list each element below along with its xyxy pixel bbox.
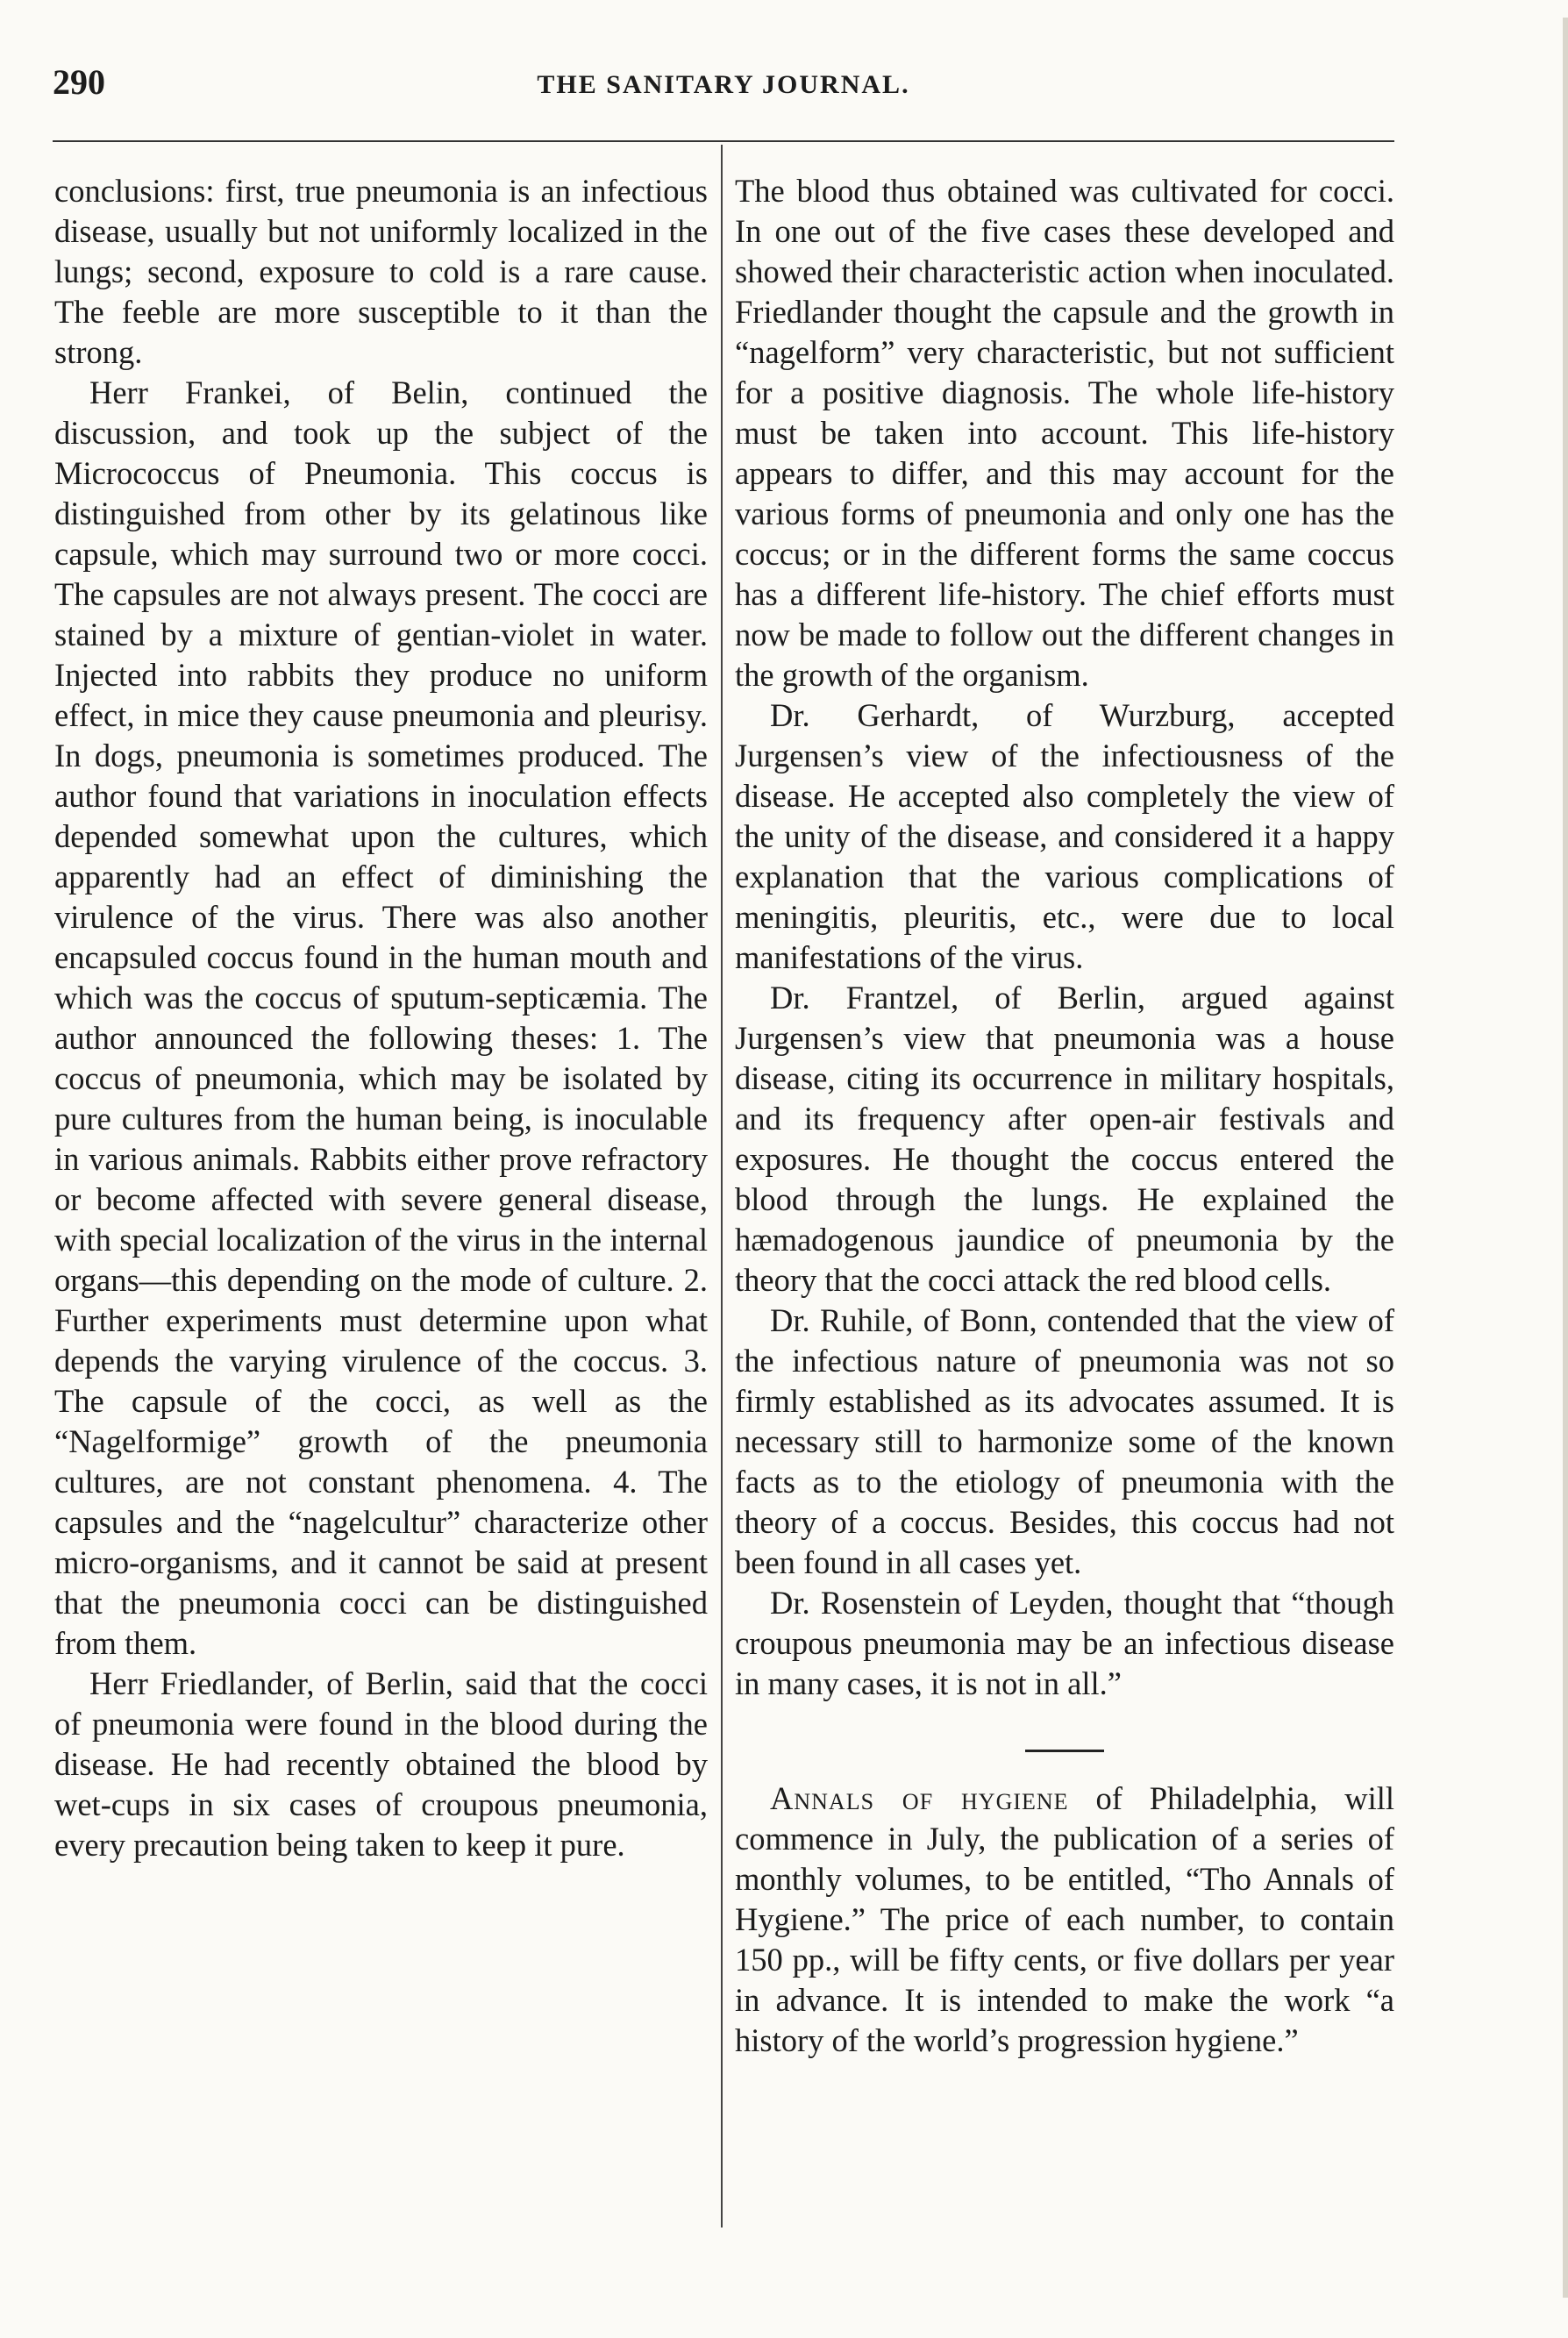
journal-title: THE SANITARY JOURNAL. xyxy=(537,70,910,99)
paragraph: The blood thus obtained was cultivated for cocci. In one out of the five cases these developed and showed their characteristic action when inoculated. Friedlander thought the capsule and the growth in “nagelform” very characteristic, but not sufficient for a positive diagnosis. The whole life-history must be taken into account. This life-history appears to differ, and this may account for the various forms of pneumonia and only one has the coccus; or in the different forms the same coccus has a different life-history. The chief efforts must now be made to follow out the different changes in the growth of the organism. xyxy=(735,173,1394,693)
page-number: 290 xyxy=(53,62,105,102)
page-edge xyxy=(1563,18,1568,2298)
annals-notice xyxy=(735,1778,1394,2061)
annals-lead: Annals of hygiene xyxy=(770,1780,1069,1816)
paragraph: Dr. Rosenstein of Leyden, thought that “though croupous pneumonia may be an infectious disease in many cases, it is not in all.” xyxy=(735,1585,1394,1701)
paragraph: Herr Frankei, of Belin, continued the discussion, and took up the subject of the Micrococcus of Pneumonia. This coccus is distinguished from other by its gelatinous like capsule, which may surround two or more cocci. The capsules are not always present. The cocci are stained by a mixture of gentian-violet in water. Injected into rabbits they produce no uniform effect, in mice they cause pneumonia and pleurisy. In dogs, pneumonia is sometimes produced. The author found that variations in inoculation effects depended somewhat upon the cultures, which apparently had an effect of diminishing the virulence of the virus. There was also another encapsuled coccus found in the human mouth and which was the coccus of sputum-septicæmia. The author announced the following theses: 1. The coccus of pneumonia, which may be isolated by pure cultures from the human being, is inoculable in various animals. Rabbits either prove refractory or become affected with severe general disease, with special localization of the virus in the internal organs—this depending on the mode of culture. 2. Further experiments must determine upon what depends the varying virulence of the coccus. 3. The capsule of the cocci, as well as the “Nagelformige” growth of the pneumonia cultures, are not constant phenomena. 4. The capsules and the “nagelcultur” characterize other micro-organisms, and it cannot be said at present that the pneumonia cocci can be distinguished from them. xyxy=(54,374,708,1661)
paragraph: Dr. Frantzel, of Berlin, argued against Jurgensen’s view that pneumonia was a house disease, citing its occurrence in military hospitals, and its frequency after open-air festivals and exposures. He thought the coccus entered the blood through the lungs. He explained the hæmadogenous jaundice of pneumonia by the theory that the cocci attack the red blood cells. xyxy=(735,980,1394,1298)
annals-text: of Philadelphia, will commence in July, the publication of a series of monthly volumes, to be entitled, “Tho Annals of Hygiene.” The price of each number, to contain 150 pp., will be fifty cents, or five dollars per year in advance. It is intended to make the work “a history of the world’s progression hygiene.” xyxy=(735,1780,1394,2058)
paragraph: Dr. Ruhile, of Bonn, contended that the view of the infectious nature of pneumonia was not so firmly established as its advocates assumed. It is necessary still to harmonize some of the known facts as to the etiology of pneumonia with the theory of a coccus. Besides, this coccus had not been found in all cases yet. xyxy=(735,1302,1394,1580)
paragraph: conclusions: first, true pneumonia is an infectious disease, usually but not uniformly localized in the lungs; second, exposure to cold is a rare cause. The feeble are more susceptible to it than the strong. xyxy=(54,173,708,370)
section-divider xyxy=(1025,1750,1104,1752)
paragraph: Herr Friedlander, of Berlin, said that the cocci of pneumonia were found in the blood during the disease. He had recently obtained the blood by wet-cups in six cases of croupous pneumonia, every precaution being taken to keep it pure. xyxy=(54,1665,708,1863)
right-column xyxy=(735,171,1394,2061)
header-rule xyxy=(53,140,1394,142)
paragraph: Dr. Gerhardt, of Wurzburg, accepted Jurgensen’s view of the infectiousness of the disease. He accepted also completely the view of the unity of the disease, and considered it a happy explanation that the various complications of meningitis, pleuritis, etc., were due to local manifestations of the virus. xyxy=(735,697,1394,975)
column-divider xyxy=(721,145,723,2228)
left-column xyxy=(54,171,708,1865)
page-header xyxy=(53,61,1394,132)
